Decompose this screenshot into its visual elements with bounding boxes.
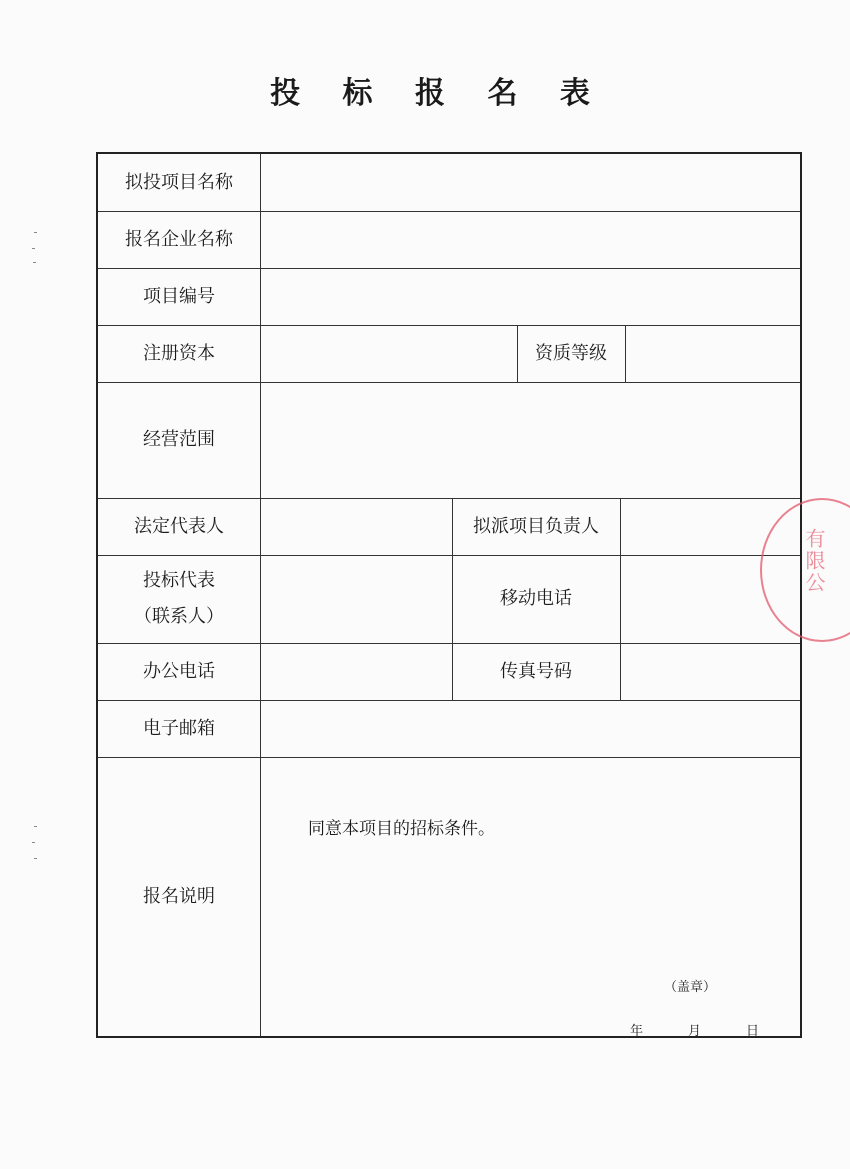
registration-form: [96, 152, 802, 1038]
business-scope-field[interactable]: [261, 383, 800, 498]
binding-mark: [34, 826, 37, 827]
label-bid-rep-line2: （联系人）: [134, 606, 224, 627]
form-title: 投 标 报 名 表: [270, 76, 606, 111]
label-qualification-level: 资质等级: [535, 342, 607, 364]
label-office-phone: 办公电话: [143, 660, 215, 682]
stamp-text-fragment: 有限公: [802, 528, 826, 594]
registered-capital-field[interactable]: [261, 326, 517, 382]
company-name-field[interactable]: [261, 212, 800, 268]
agreement-text: 同意本项目的招标条件。: [308, 819, 495, 839]
label-business-scope: 经营范围: [143, 429, 215, 450]
bid-representative-field[interactable]: [261, 556, 452, 643]
label-mobile: 移动电话: [500, 588, 572, 609]
binding-mark: [33, 262, 36, 263]
label-registered-capital: 注册资本: [143, 342, 215, 364]
label-project-no: 项目编号: [143, 285, 215, 307]
seal-label: （盖章）: [664, 980, 717, 995]
month-label: 月: [688, 1024, 702, 1039]
project-name-field[interactable]: [261, 154, 800, 211]
label-project-name: 拟投项目名称: [125, 171, 233, 193]
project-no-field[interactable]: [261, 269, 800, 325]
label-email: 电子邮箱: [143, 717, 215, 739]
binding-mark: [32, 248, 35, 249]
binding-mark: [32, 842, 35, 843]
label-bid-representative: [98, 555, 260, 643]
label-fax: 传真号码: [500, 660, 572, 682]
label-legal-representative: 法定代表人: [134, 515, 224, 537]
office-phone-field[interactable]: [261, 644, 452, 700]
label-registration-note: 报名说明: [143, 885, 215, 907]
fax-field[interactable]: [621, 644, 800, 700]
binding-mark: [34, 858, 37, 859]
year-label: 年: [630, 1024, 644, 1039]
day-label: 日: [746, 1024, 760, 1039]
label-project-manager: 拟派项目负责人: [473, 515, 599, 537]
binding-mark: [34, 232, 37, 233]
label-bid-rep-line1: 投标代表: [143, 570, 215, 591]
qualification-level-field[interactable]: [626, 326, 800, 382]
email-field[interactable]: [261, 701, 800, 757]
legal-representative-field[interactable]: [261, 499, 452, 555]
label-company-name: 报名企业名称: [125, 228, 233, 250]
stamp-edge-fragment: [800, 920, 850, 1014]
